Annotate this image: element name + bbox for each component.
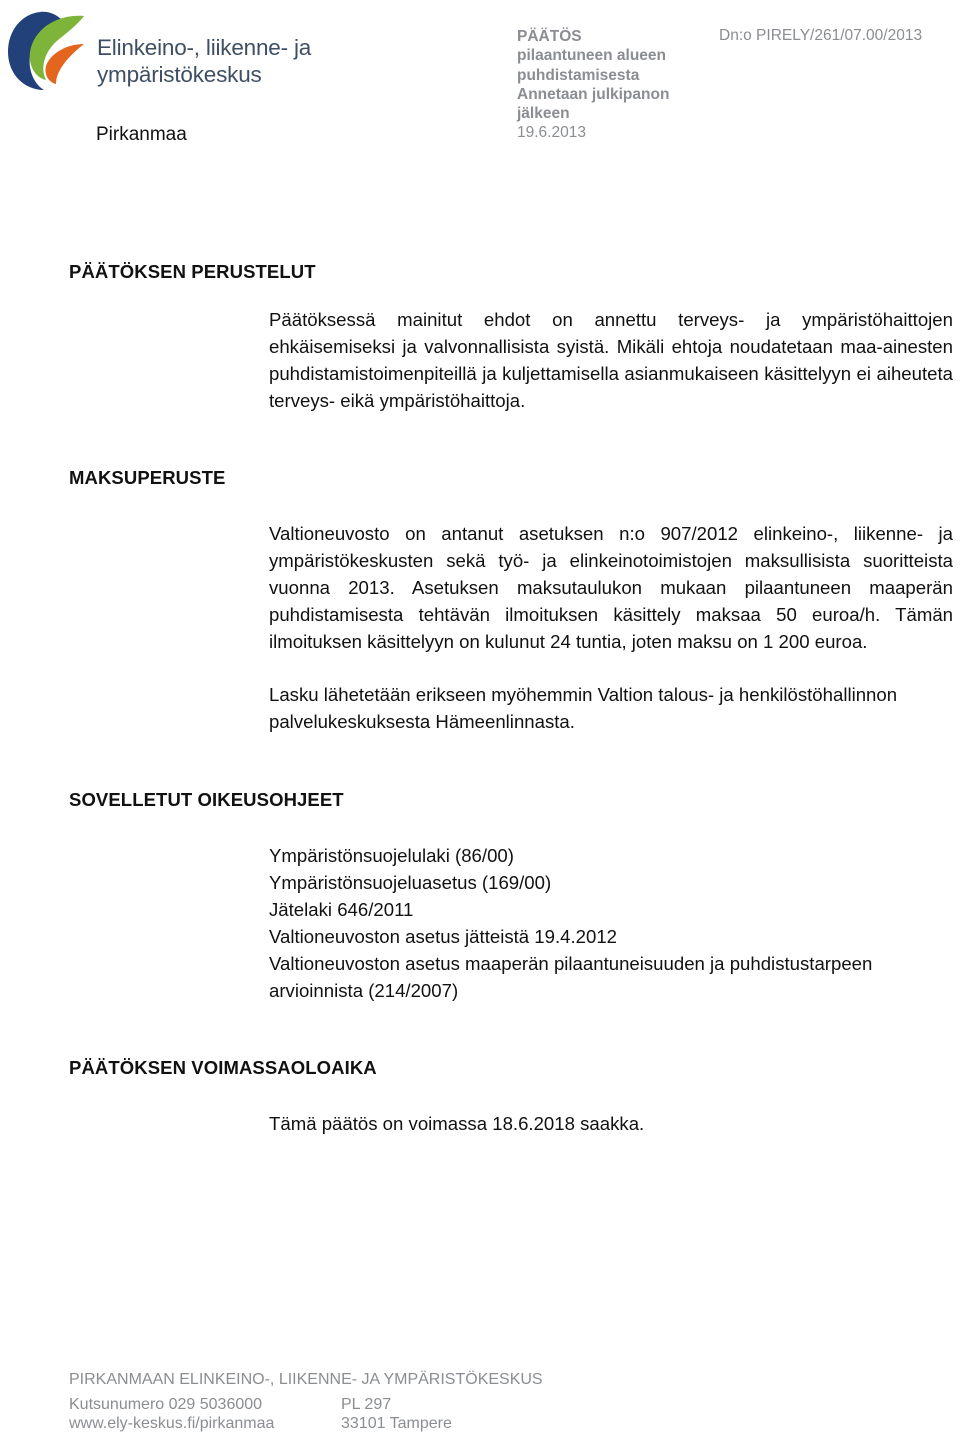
maksuperuste-paragraph-2: Lasku lähetetään erikseen myöhemmin Valtion talous- ja henkilöstöhallinnon palvelukeskuksesta Hämeenlinnasta. [269,684,898,732]
region-name: Pirkanmaa [96,124,187,145]
footer-org: PIRKANMAAN ELINKEINO-, LIIKENNE- JA YMPÄRISTÖKESKUS [69,1371,543,1388]
law-list [269,842,953,1004]
section-heading-perustelut: PÄÄTÖKSEN PERUSTELUT [69,261,316,282]
law-item: Ympäristönsuojeluasetus (169/00) [269,872,552,893]
org-name [97,34,311,88]
law-item: Valtioneuvoston asetus maaperän pilaantuneisuuden ja puhdistustarpeen arvioinnista (214/2007) [269,953,873,1001]
doc-type: PÄÄTÖS [517,28,582,45]
doc-date: 19.6.2013 [517,124,586,142]
footer-city: 33101 Tampere [341,1415,452,1432]
voimassaolo-text: Tämä päätös on voimassa 18.6.2018 saakka. [269,1113,645,1134]
law-item: Ympäristönsuojelulaki (86/00) [269,845,514,866]
law-item: Jätelaki 646/2011 [269,899,414,920]
perustelut-text: Päätöksessä mainitut ehdot on annettu terveys- ja ympäristöhaittojen ehkäisemiseksi ja valvonnallisista syistä. Mikäli ehtoja noudatetaan maa-ainesten puhdistamistoimenpiteillä ja kuljettamisella asianmukaiseen käsittelyyn ei aiheuteta terveys- eikä ympäristöhaittoja. [269,309,953,411]
footer-pobox: PL 297 [341,1396,392,1413]
org-name-line2: ympäristökeskus [97,62,262,87]
document-header [517,27,707,143]
section-heading-oikeusohjeet: SOVELLETUT OIKEUSOHJEET [69,789,344,810]
law-item: Valtioneuvoston asetus jätteistä 19.4.2012 [269,926,618,947]
footer-phone: Kutsunumero 029 5036000 [69,1396,263,1413]
doc-subject: pilaantuneen alueen puhdistamisesta Annetaan julkipanon jälkeen [517,47,670,123]
ely-logo-icon [0,6,90,96]
footer-web: www.ely-keskus.fi/pirkanmaa [69,1415,275,1432]
maksuperuste-paragraph-1: Valtioneuvosto on antanut asetuksen n:o 907/2012 elinkeino-, liikenne- ja ympäristökeskusten sekä työ- ja elinkeinotoimistojen maksullisista suoritteista vuonna 2013. Asetuksen maksutaulukon mukaan pilaantuneen maaperän puhdistamisesta tehtävän ilmoituksen käsittely maksaa 50 euroa/h. Tämän ilmoituksen käsittelyyn on kulunut 24 tuntia, joten maksu on 1 200 euroa. [269,523,953,652]
diary-number: Dn:o PIRELY/261/07.00/2013 [719,27,923,44]
section-heading-maksuperuste: MAKSUPERUSTE [69,467,226,488]
section-heading-voimassaolo: PÄÄTÖKSEN VOIMASSAOLOAIKA [69,1057,377,1078]
org-name-line1: Elinkeino-, liikenne- ja [97,35,312,60]
